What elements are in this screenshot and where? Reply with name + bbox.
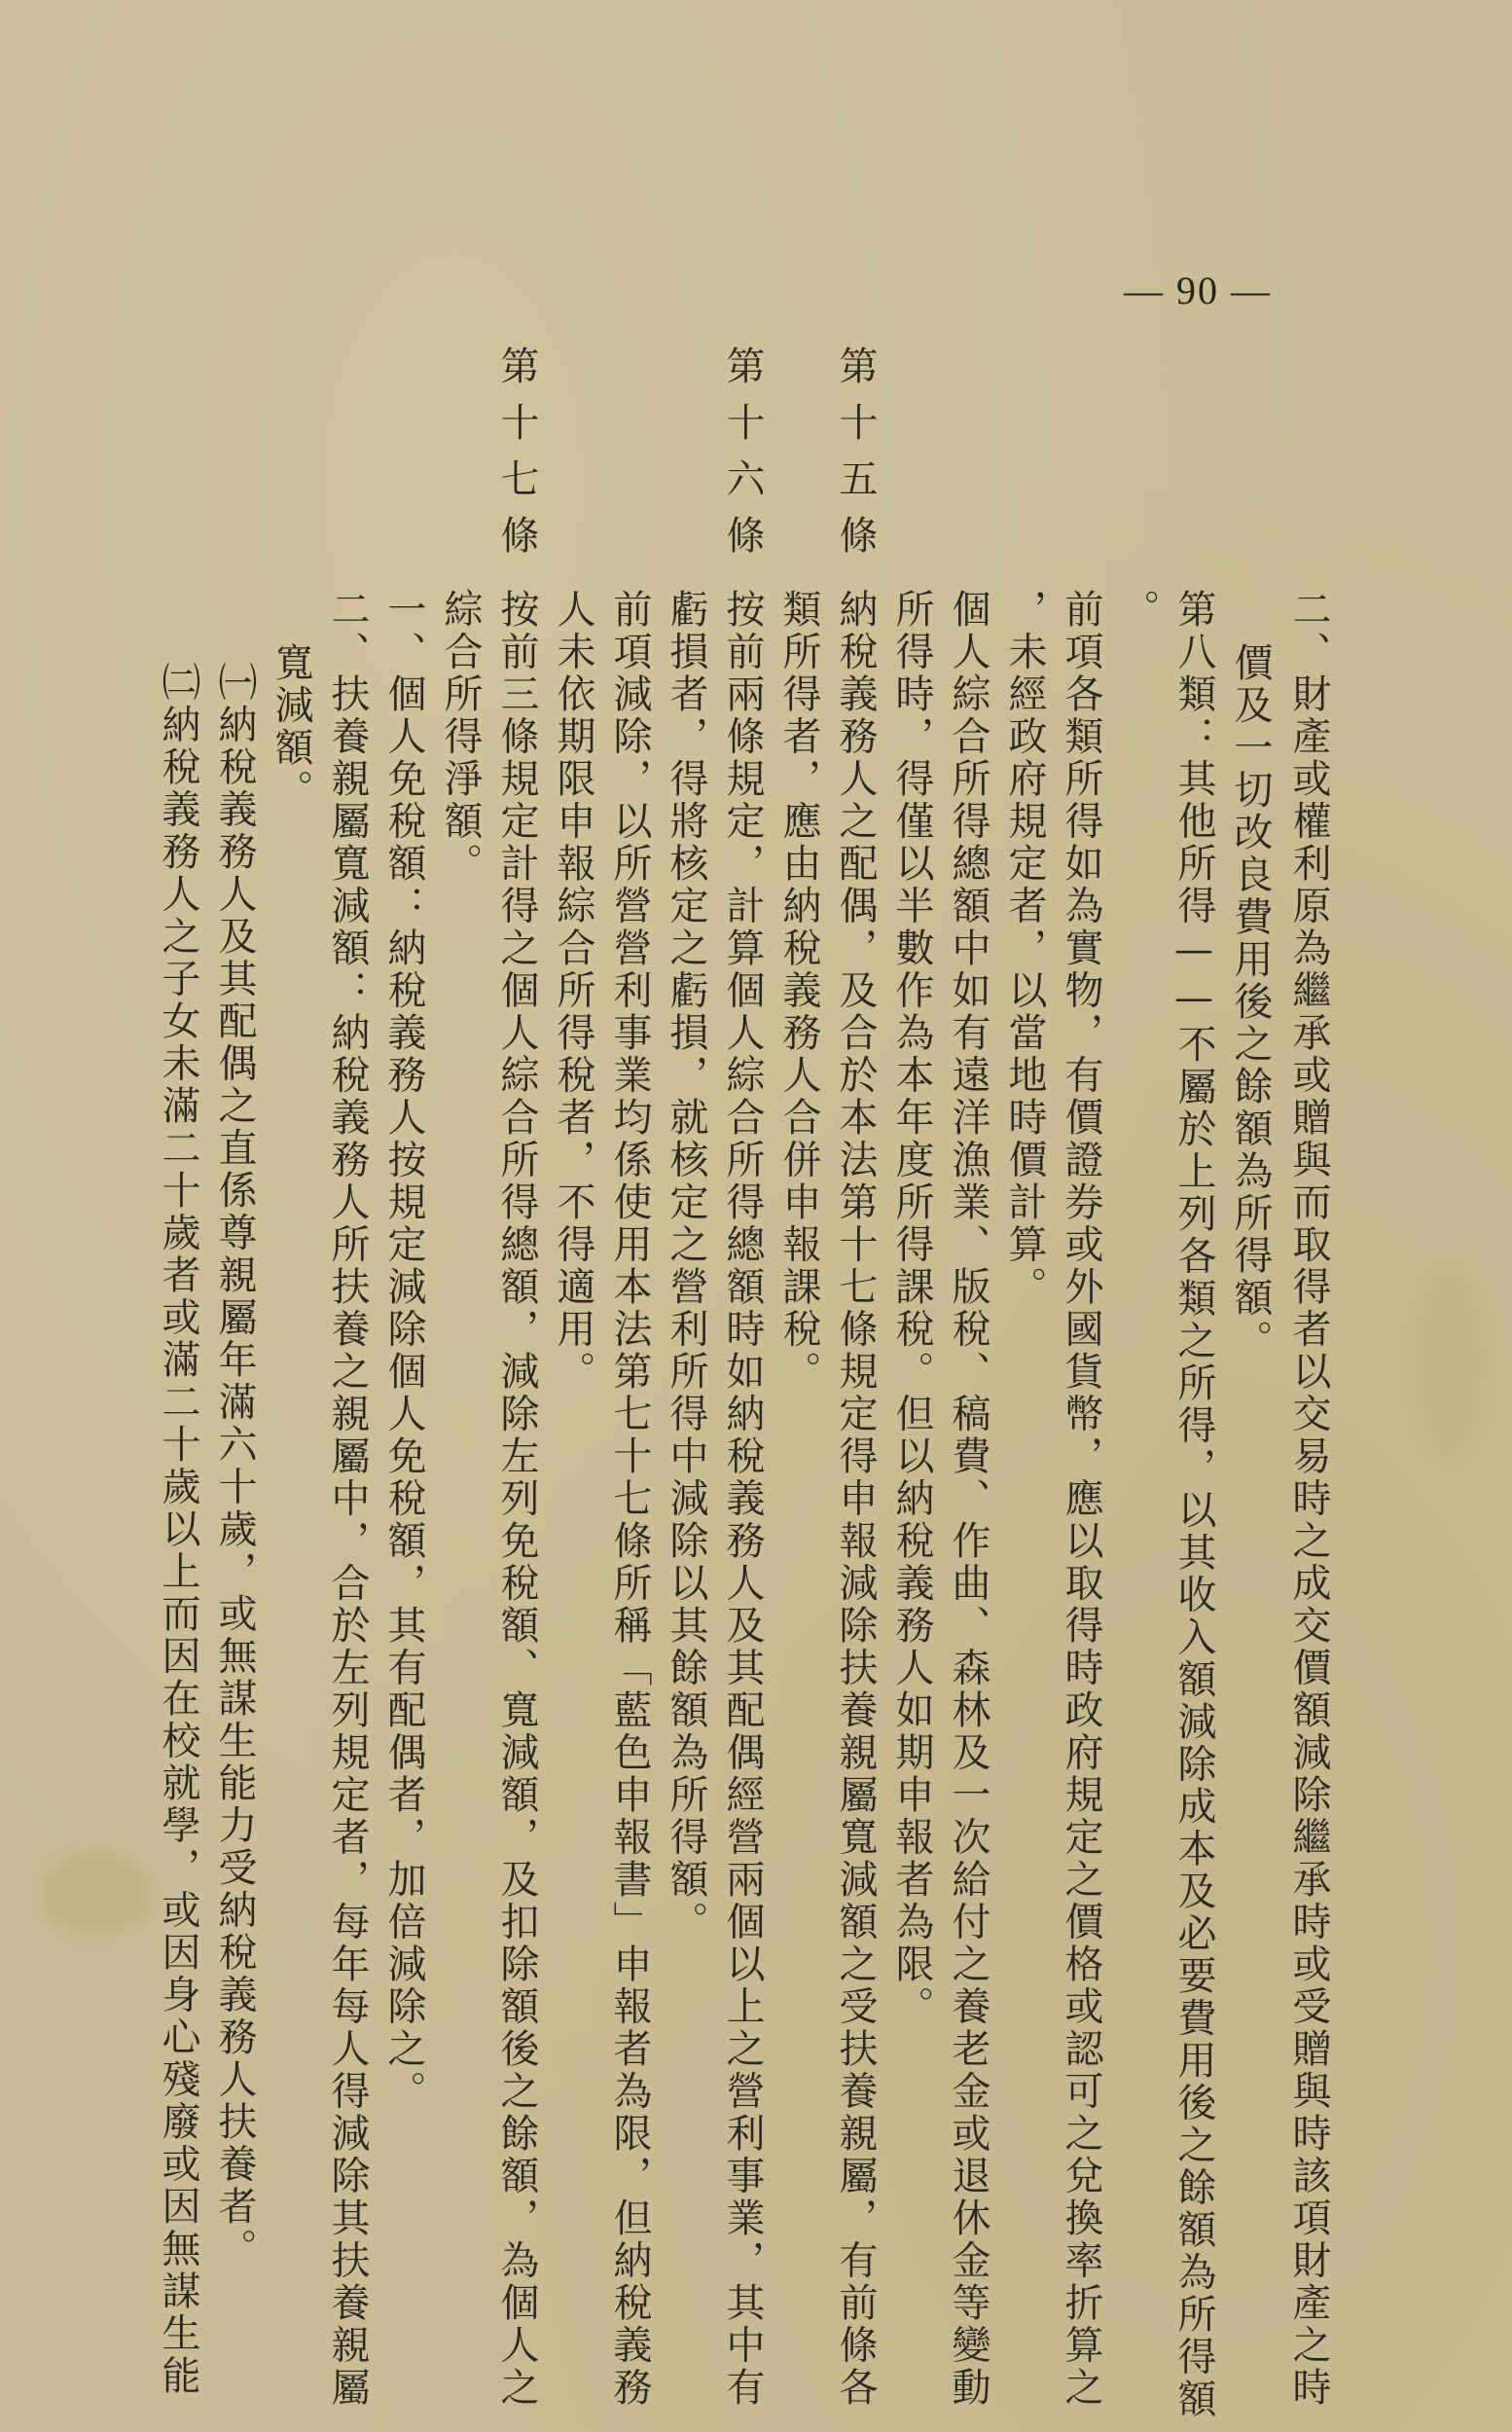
text-column: 。 [1115, 589, 1160, 632]
text-column: 所得時，得僅以半數作為本年度所得課稅。但以納稅義務人如期申報者為限。 [889, 589, 934, 2028]
article-heading: 第十五條 [833, 345, 878, 571]
text-column: 價及一切改良費用後之餘額為所得額。 [1228, 642, 1273, 1362]
text-column: 人未依期限申報綜合所得稅者，不得適用。 [551, 589, 595, 1394]
text-column: 第八類：其他所得——不屬於上列各類之所得，以其收入額減除成本及必要費用後之餘額為所得額 [1171, 589, 1216, 2421]
text-column: ㈠納稅義務人及其配偶之直係尊親屬年滿六十歲，或無謀生能力受納稅義務人扶養者。 [212, 662, 257, 2270]
text-column: 個人綜合所得總額中如有遠洋漁業、版稅、稿費、作曲、森林及一次給付之養老金或退休金等變動 [946, 589, 990, 2410]
text-column: 按前三條規定計得之個人綜合所得總額，減除左列免稅額、寬減額，及扣除額後之餘額，為個人之 [494, 589, 539, 2410]
article-heading: 第十六條 [720, 345, 765, 571]
text-column: ，未經政府規定者，以當地時價計算。 [1002, 589, 1047, 1309]
text-column: 按前兩條規定，計算個人綜合所得總額時如納稅義務人及其配偶經營兩個以上之營利事業，其中有 [720, 589, 765, 2410]
paper-stain [1411, 1265, 1489, 1460]
paper-stain [39, 1849, 156, 1937]
text-column: 二、扶養親屬寬減額：納稅義務人所扶養之親屬中，合於左列規定者，每年每人得減除其扶養親屬 [325, 589, 370, 2410]
article-heading: 第十七條 [494, 345, 539, 571]
text-column: 虧損者，得將核定之虧損，就核定之營利所得中減除以其餘額為所得額。 [664, 589, 708, 1943]
text-column: ㈡納稅義務人之子女未滿二十歲者或滿二十歲以上而因在校就學，或因身心殘廢或因無謀生能 [156, 662, 200, 2398]
text-column: 納稅義務人之配偶，及合於本法第十七條規定得申報減除扶養親屬寬減額之受扶養親屬，有前條各 [833, 589, 878, 2410]
text-column: 前項各類所得如為實物，有價證券或外國貨幣，應以取得時政府規定之價格或認可之兌換率折算之 [1059, 589, 1103, 2410]
text-column: 二、財產或權利原為繼承或贈與而取得者以交易時之成交價額減除繼承時或受贈與時該項財產之時 [1286, 589, 1331, 2410]
text-column: 綜合所得淨額。 [438, 589, 483, 886]
text-column: 一、個人免稅額：納稅義務人按規定減除個人免稅額，其有配偶者，加倍減除之。 [381, 589, 426, 2113]
text-column: 寬減額。 [269, 642, 313, 812]
text-column: 類所得者，應由納稅義務人合併申報課稅。 [776, 589, 821, 1394]
page-number: — 90 — [1124, 269, 1272, 312]
text-column: 前項減除，以所營營利事業均係使用本法第七十七條所稱「藍色申報書」申報者為限，但納稅義務 [607, 589, 652, 2410]
